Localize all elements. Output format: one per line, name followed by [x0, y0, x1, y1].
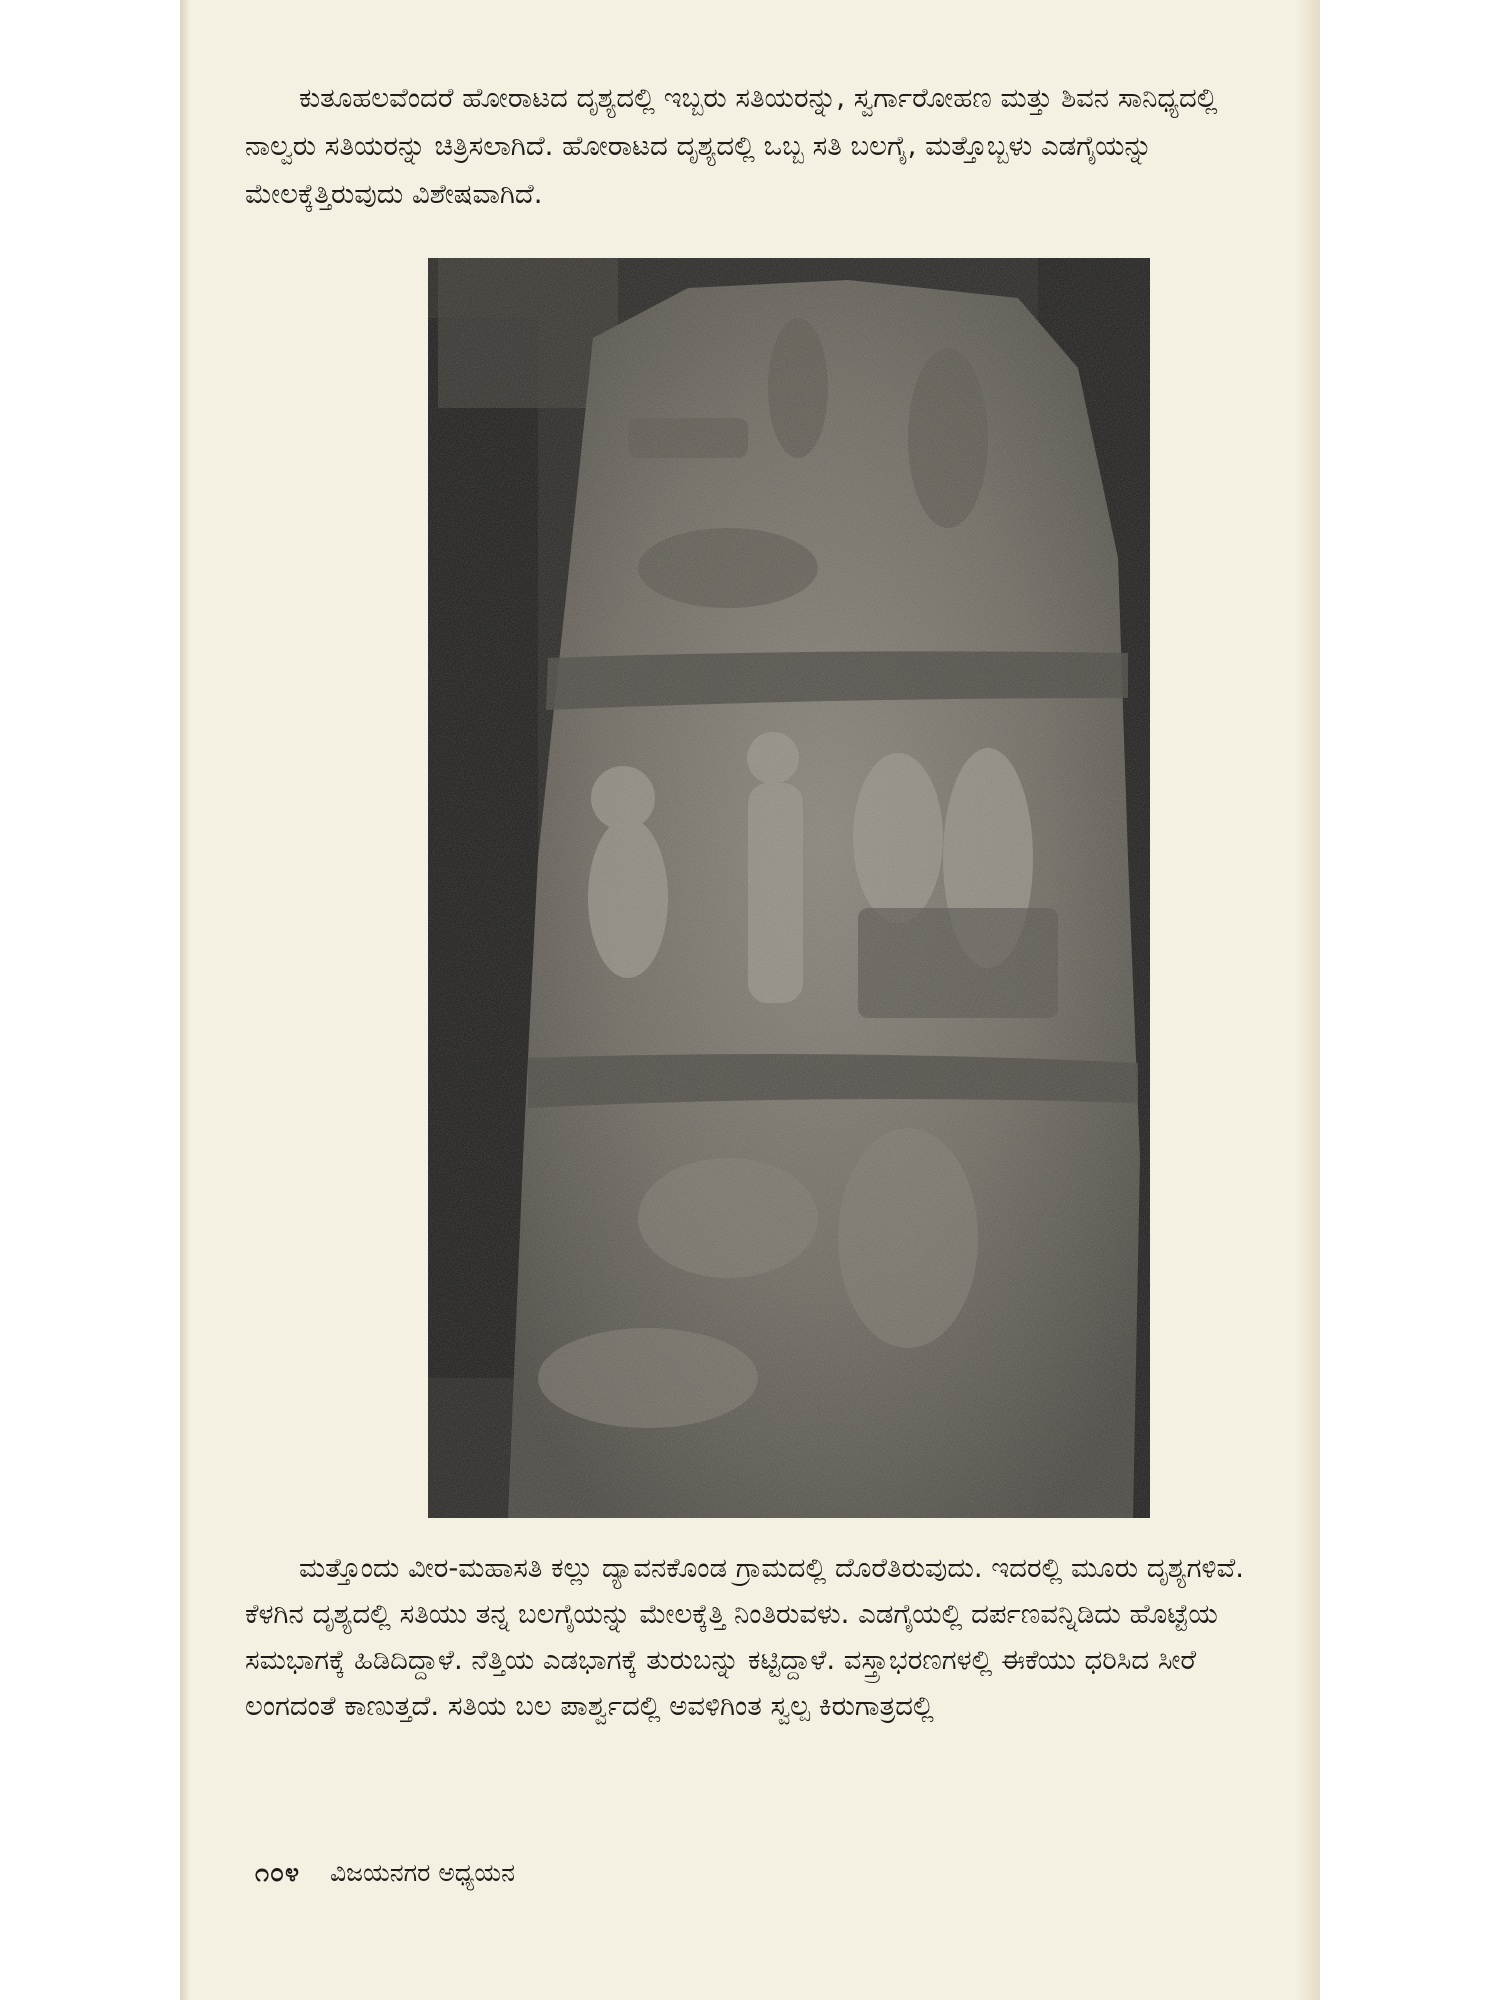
- top-paragraph-text: ಕುತೂಹಲವೆಂದರೆ ಹೋರಾಟದ ದೃಶ್ಯದಲ್ಲಿ ಇಬ್ಬರು ಸತಿಯರನ್ನು, ಸ್ವರ್ಗಾರೋಹಣ ಮತ್ತು ಶಿವನ ಸಾನಿಧ್ಯದಲ್ಲಿ ನಾಲ್ವರು ಸತಿಯರನ್ನು ಚಿತ್ರಿಸಲಾಗಿದೆ. ಹೋರಾಟದ ದೃಶ್ಯದಲ್ಲಿ ಒಬ್ಬ ಸತಿ ಬಲಗೈ, ಮತ್ತೊಬ್ಬಳು ಎಡಗೈಯನ್ನು ಮೇಲಕ್ಕೆತ್ತಿರುವುದು ವಿಶೇಷವಾಗಿದೆ.: [245, 82, 1218, 210]
- page-number: ೧೦೪: [255, 1858, 301, 1887]
- book-title: ವಿಜಯನಗರ ಅಧ್ಯಯನ: [330, 1858, 516, 1887]
- hero-stone-photograph: [428, 258, 1150, 1518]
- page-gutter-shadow: [180, 0, 190, 2000]
- page-edge-shadow: [1296, 0, 1320, 2000]
- hero-stone-image: [428, 258, 1150, 1518]
- bottom-paragraph: [245, 1545, 1285, 1729]
- page-footer: [255, 1858, 515, 1888]
- top-paragraph: [245, 74, 1285, 218]
- bottom-paragraph-text: ಮತ್ತೊಂದು ವೀರ-ಮಹಾಸತಿ ಕಲ್ಲು ದ್ಯಾವನಕೊಂಡ ಗ್ರಾಮದಲ್ಲಿ ದೊರೆತಿರುವುದು. ಇದರಲ್ಲಿ ಮೂರು ದೃಶ್ಯಗಳಿವೆ. ಕೆಳಗಿನ ದೃಶ್ಯದಲ್ಲಿ ಸತಿಯು ತನ್ನ ಬಲಗೈಯನ್ನು ಮೇಲಕ್ಕೆತ್ತಿ ನಿಂತಿರುವಳು. ಎಡಗೈಯಲ್ಲಿ ದರ್ಪಣವನ್ನಿಡಿದು ಹೊಟ್ಟೆಯ ಸಮಭಾಗಕ್ಕೆ ಹಿಡಿದಿದ್ದಾಳೆ. ನೆತ್ತಿಯ ಎಡಭಾಗಕ್ಕೆ ತುರುಬನ್ನು ಕಟ್ಟಿದ್ದಾಳೆ. ವಸ್ತ್ರಾಭರಣಗಳಲ್ಲಿ ಈಕೆಯು ಧರಿಸಿದ ಸೀರೆ ಲಂಗದಂತೆ ಕಾಣುತ್ತದೆ. ಸತಿಯ ಬಲ ಪಾರ್ಶ್ವದಲ್ಲಿ ಅವಳಿಗಿಂತ ಸ್ವಲ್ಪ ಕಿರುಗಾತ್ರದಲ್ಲಿ: [245, 1552, 1244, 1722]
